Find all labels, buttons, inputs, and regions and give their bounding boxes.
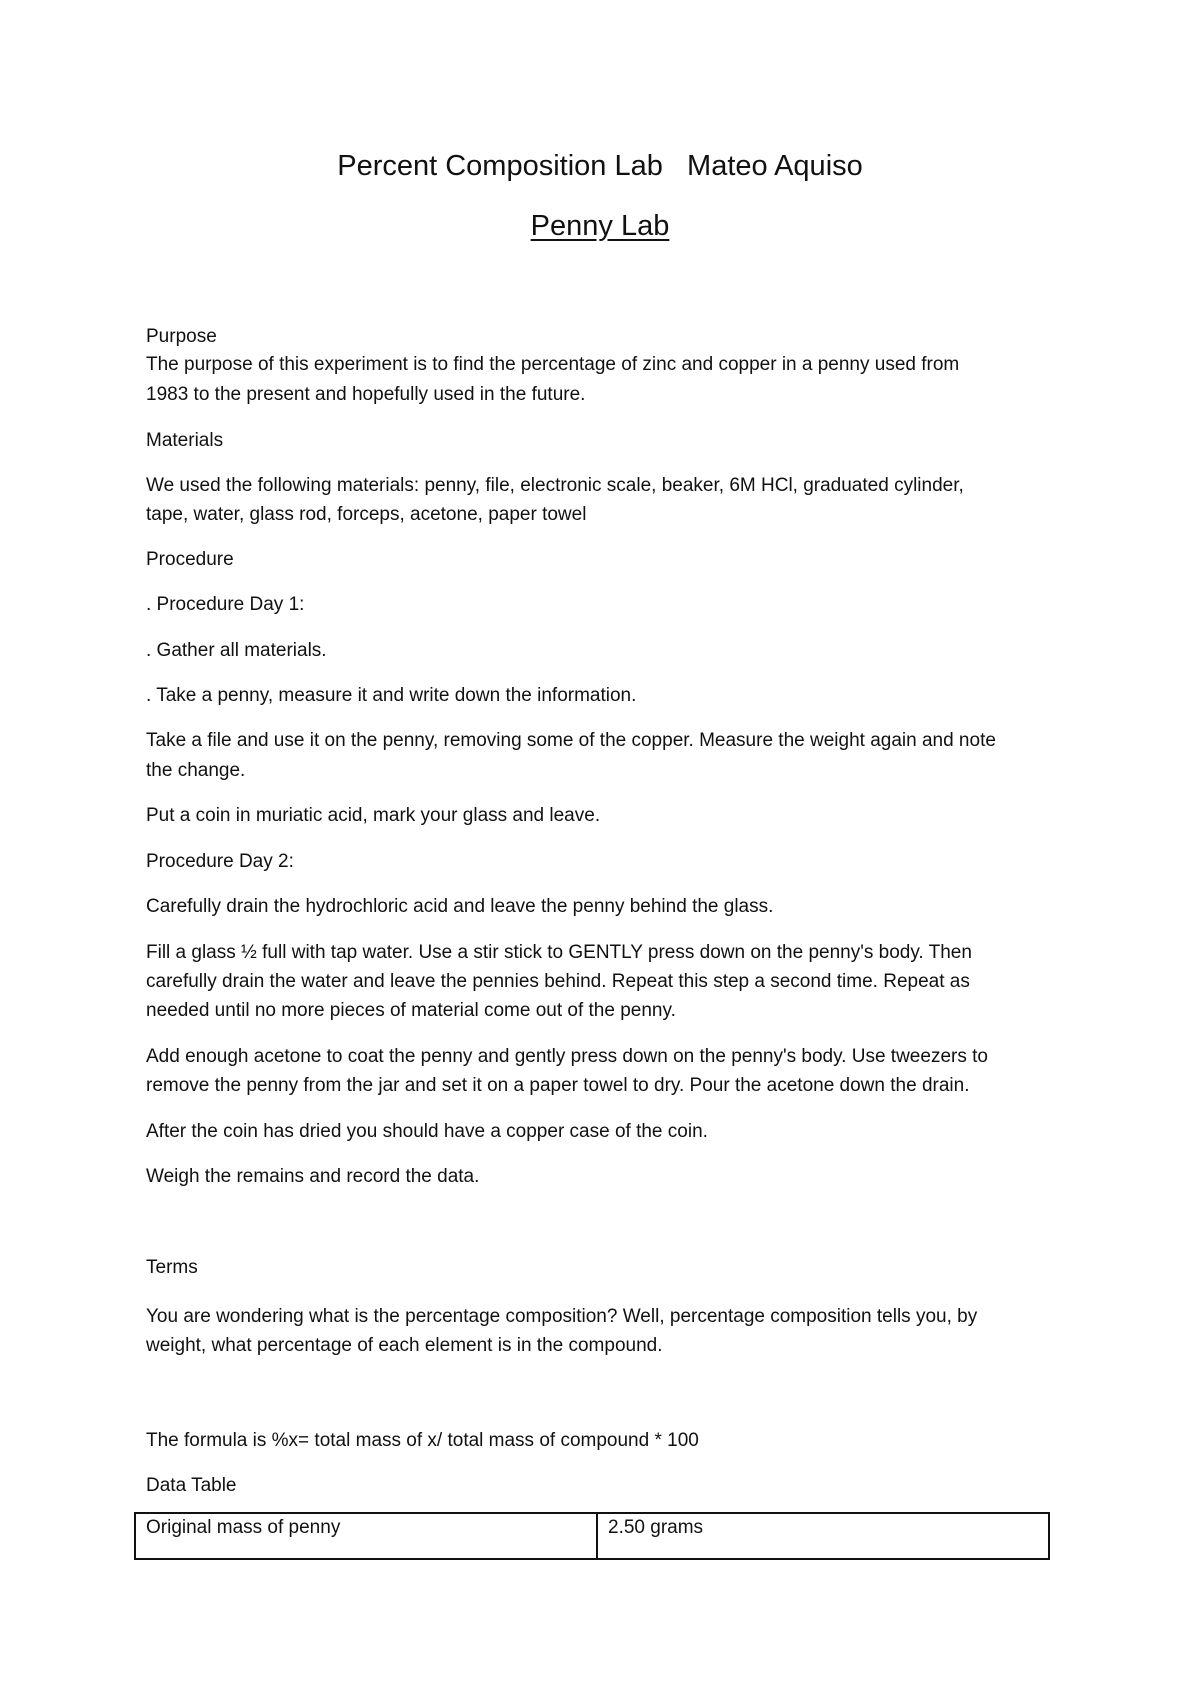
purpose-heading: Purpose bbox=[146, 326, 217, 347]
procedure-step: . Gather all materials. bbox=[146, 640, 327, 661]
procedure-step: Weigh the remains and record the data. bbox=[146, 1166, 480, 1187]
document-subtitle bbox=[0, 206, 1200, 246]
data-table bbox=[134, 1512, 1050, 1560]
table-cell-label: Original mass of penny bbox=[135, 1513, 597, 1559]
procedure-day1-heading: . Procedure Day 1: bbox=[146, 594, 305, 615]
procedure-step: After the coin has dried you should have a copper case of the coin. bbox=[146, 1121, 708, 1142]
terms-text-line: weight, what percentage of each element is in the compound. bbox=[146, 1335, 663, 1356]
data-table-heading: Data Table bbox=[146, 1475, 237, 1496]
procedure-step: carefully drain the water and leave the pennies behind. Repeat this step a second time. Repeat as bbox=[146, 971, 970, 992]
materials-text-line: tape, water, glass rod, forceps, acetone, paper towel bbox=[146, 504, 587, 525]
materials-text-line: We used the following materials: penny, file, electronic scale, beaker, 6M HCl, graduated cylinder, bbox=[146, 475, 964, 496]
procedure-step: Fill a glass ½ full with tap water. Use a stir stick to GENTLY press down on the penny's body. Then bbox=[146, 942, 972, 963]
procedure-day2-heading: Procedure Day 2: bbox=[146, 851, 294, 872]
procedure-step: . Take a penny, measure it and write down the information. bbox=[146, 685, 637, 706]
procedure-step: Put a coin in muriatic acid, mark your glass and leave. bbox=[146, 805, 601, 826]
procedure-step: Carefully drain the hydrochloric acid and leave the penny behind the glass. bbox=[146, 896, 774, 917]
terms-text-line: You are wondering what is the percentage composition? Well, percentage composition tells you, by bbox=[146, 1306, 978, 1327]
materials-heading: Materials bbox=[146, 430, 224, 451]
formula-text: The formula is %x= total mass of x/ total mass of compound * 100 bbox=[146, 1430, 699, 1451]
document-title: Percent Composition Lab Mateo Aquiso bbox=[337, 150, 863, 182]
procedure-heading: Procedure bbox=[146, 549, 234, 570]
purpose-text-line: The purpose of this experiment is to find the percentage of zinc and copper in a penny used from bbox=[146, 354, 960, 375]
procedure-step: the change. bbox=[146, 760, 246, 781]
table-row bbox=[135, 1513, 1049, 1559]
procedure-step: needed until no more pieces of material come out of the penny. bbox=[146, 1000, 676, 1021]
procedure-step: remove the penny from the jar and set it on a paper towel to dry. Pour the acetone down the drain. bbox=[146, 1075, 970, 1096]
procedure-step: Take a file and use it on the penny, removing some of the copper. Measure the weight again and note bbox=[146, 730, 996, 751]
purpose-text-line: 1983 to the present and hopefully used in the future. bbox=[146, 384, 586, 405]
procedure-step: Add enough acetone to coat the penny and gently press down on the penny's body. Use tweezers to bbox=[146, 1046, 988, 1067]
table-cell-value: 2.50 grams bbox=[597, 1513, 1049, 1559]
terms-heading: Terms bbox=[146, 1257, 198, 1278]
subtitle-text: Penny Lab bbox=[530, 210, 670, 242]
